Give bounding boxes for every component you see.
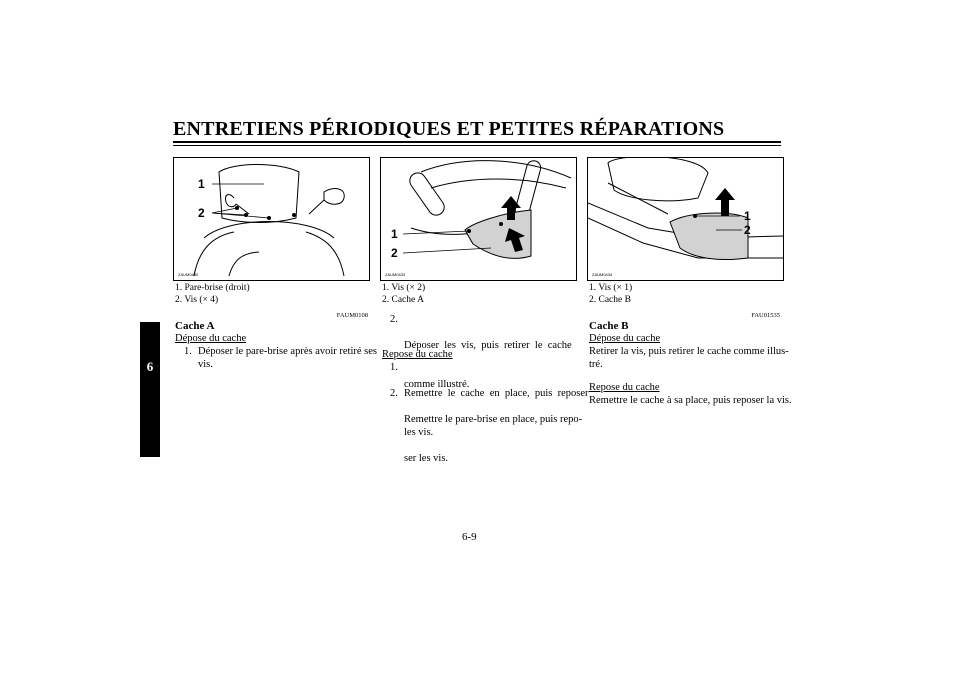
- step-number: 1.: [390, 362, 398, 373]
- reference-code: FAUM0108: [336, 312, 368, 319]
- step-text: Déposer le pare-brise après avoir retiré ses vis.: [198, 346, 377, 370]
- chapter-tab-number: 6: [146, 359, 154, 374]
- section-title-cache-a: Cache A: [175, 320, 215, 332]
- reference-code: FAU01535: [751, 312, 780, 319]
- step-text: Remettre le pare-brise en place, puis repo- ser les vis.: [404, 414, 583, 464]
- header-rule-thin: [173, 145, 781, 146]
- figure-1-label-1: 1: [198, 177, 205, 191]
- subheading-repose: Repose du cache: [382, 349, 453, 360]
- header-rule-thick: [173, 141, 781, 143]
- chapter-tab: [140, 322, 160, 457]
- paragraph-repose: Remettre le cache à sa place, puis reposer la vis.: [589, 395, 792, 406]
- paragraph-depose: Retirer la vis, puis retirer le cache comme illus- tré.: [589, 346, 789, 370]
- page-number: 6-9: [462, 531, 477, 543]
- caption-line: 1. Vis (× 2): [382, 283, 426, 293]
- windshield-illustration: [174, 158, 369, 280]
- figure-1-code: ZAUM0430: [178, 272, 199, 277]
- step-number: 2.: [390, 314, 398, 325]
- figure-3-label-1: 1: [744, 209, 751, 223]
- step-number: 1.: [184, 346, 192, 357]
- figure-1-caption: [175, 283, 250, 306]
- step-number: 2.: [390, 388, 398, 399]
- subheading-depose: Dépose du cache: [589, 333, 661, 344]
- page-title: ENTRETIENS PÉRIODIQUES ET PETITES RÉPARATIONS: [173, 118, 725, 140]
- section-title-cache-b: Cache B: [589, 320, 629, 332]
- figure-2-caption: [382, 283, 425, 306]
- subheading-depose: Dépose du cache: [175, 333, 247, 344]
- caption-line: 1. Vis (× 1): [589, 283, 633, 293]
- figure-cache-a: [380, 157, 577, 281]
- cache-a-illustration: [381, 158, 576, 280]
- caption-line: 2. Cache A: [382, 294, 424, 305]
- subheading-repose: Repose du cache: [589, 382, 660, 393]
- caption-line: 1. Pare-brise (droit): [175, 283, 250, 293]
- figure-2-label-1: 1: [391, 227, 398, 241]
- figure-1-label-2: 2: [198, 206, 205, 220]
- caption-line: 2. Cache B: [589, 294, 631, 305]
- step-text: Remettre le cache en place, puis reposer les vis.: [404, 388, 589, 438]
- figure-3-code: ZAUM0434: [592, 272, 613, 277]
- step-text: Déposer les vis, puis retirer le cache comme illustré.: [404, 340, 572, 390]
- cache-b-illustration: [588, 158, 783, 280]
- figure-2-label-2: 2: [391, 246, 398, 260]
- figure-windshield: [173, 157, 370, 281]
- figure-2-code: ZAUM0433: [385, 272, 406, 277]
- figure-3-caption: [589, 283, 632, 306]
- figure-3-label-2: 2: [744, 223, 751, 237]
- figure-cache-b: [587, 157, 784, 281]
- caption-line: 2. Vis (× 4): [175, 294, 219, 305]
